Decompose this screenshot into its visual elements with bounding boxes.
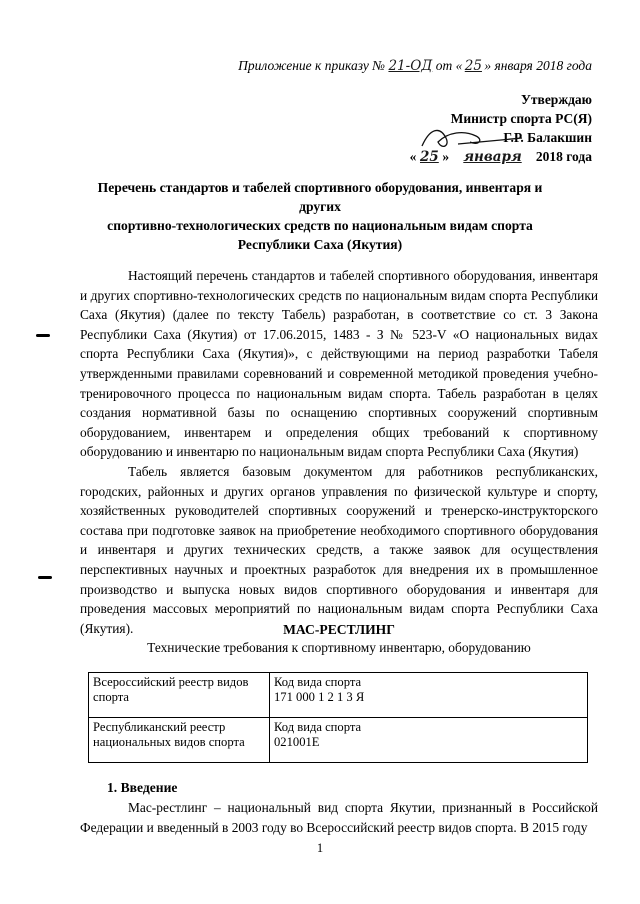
section-title: МАС-РЕСТЛИНГ bbox=[283, 622, 395, 637]
approval-date-open: « bbox=[409, 149, 417, 164]
table-row bbox=[89, 673, 588, 718]
appendix-date-suffix: » января 2018 года bbox=[484, 58, 592, 73]
handwritten-order-number: 21-ОД bbox=[388, 58, 433, 74]
approval-position: Министр спорта РС(Я) bbox=[450, 111, 592, 126]
introduction-heading: 1. Введение bbox=[107, 780, 178, 795]
page-number: 1 bbox=[316, 841, 324, 855]
margin-mark bbox=[36, 334, 50, 337]
approval-signer-name: Г.Р. Балакшин bbox=[503, 130, 592, 145]
handwritten-order-day: 25 bbox=[464, 58, 482, 74]
section-subtitle: Технические требования к спортивному инвентарю, оборудованию bbox=[147, 640, 531, 655]
paragraph-purpose: Настоящий перечень стандартов и табелей спортивного оборудования, инвентаря и других спортивно-технологических средств по национальным видам спорта Республики Саха (Якутия) (далее по тексту Табель) разработан, в соответствие со ст. 3 Закона Республики Саха (Якутия) от 17.06.2015, 1483 - З № 523-V «О национальных видах спорта Республики Саха (Якутия)», с действующими на период разработки Табеля утвержденными правилами соревнований и современной методикой проведения учебно-тренировочного процесса по национальным видам спорта. Табель разработан в целях создания нормативной базы по оснащению спортивных сооружений спортивным оборудованием, инвентарем и определения общих требований к спортивному оборудованию и инвентарю по национальным видам спорта Республики Саха (Якутия) bbox=[80, 268, 598, 460]
signature-mark bbox=[418, 124, 528, 156]
code-value: 171 000 1 2 1 3 Я bbox=[274, 690, 365, 704]
body-text bbox=[80, 266, 598, 638]
margin-mark bbox=[38, 576, 52, 579]
code-value: 021001Е bbox=[274, 735, 320, 749]
registry-table bbox=[88, 672, 588, 763]
table-cell-registry bbox=[89, 673, 270, 718]
registry-name: Республиканский реестр национальных видов спорта bbox=[93, 720, 245, 749]
registry-name: Всероссийский реестр видов спорта bbox=[93, 675, 249, 704]
table-cell-registry bbox=[89, 718, 270, 763]
approval-date-close: » bbox=[442, 149, 450, 164]
appendix-reference bbox=[238, 58, 592, 74]
introduction-body bbox=[80, 798, 598, 837]
introduction-paragraph: Мас-рестлинг – национальный вид спорта Якутии, признанный в Российской Федерации и введенный в 2003 году во Всероссийский реестр видов спорта. В 2015 году bbox=[80, 800, 598, 835]
document-title-line-2: спортивно-технологических средств по национальным видам спорта bbox=[107, 218, 533, 233]
document-title bbox=[80, 178, 560, 254]
handwritten-approval-month: января bbox=[463, 149, 522, 165]
appendix-prefix: Приложение к приказу № bbox=[238, 58, 385, 73]
document-title-line-1: Перечень стандартов и табелей спортивного оборудования, инвентаря и других bbox=[97, 180, 543, 214]
approval-date-year: 2018 года bbox=[535, 149, 592, 164]
code-label: Код вида спорта bbox=[274, 675, 362, 689]
appendix-from: от « bbox=[435, 58, 463, 73]
paragraph-usage: Табель является базовым документом для работников республиканских, городских, районных и других органов управления по физической культуре и спорту, хозяйственных руководителей спортивных сооружений и тренерско-инструкторского состава при подготовке заявок на приобретение необходимого спортивного оборудования и инвентаря и других технических средств, а также заявок для осуществления перспективных научных и проектных разработок для внедрения их в промышленное производство и выпуска новых видов спортивного оборудования и инвентаря для проведения массовых мероприятий по национальным видам спорта Республики Саха (Якутия). bbox=[80, 463, 598, 636]
handwritten-approval-day: 25 bbox=[419, 149, 439, 165]
code-label: Код вида спорта bbox=[274, 720, 362, 734]
table-row bbox=[89, 718, 588, 763]
document-title-line-3: Республики Саха (Якутия) bbox=[237, 237, 403, 252]
table-cell-code bbox=[270, 718, 588, 763]
table-cell-code bbox=[270, 673, 588, 718]
approval-label: Утверждаю bbox=[520, 92, 592, 107]
